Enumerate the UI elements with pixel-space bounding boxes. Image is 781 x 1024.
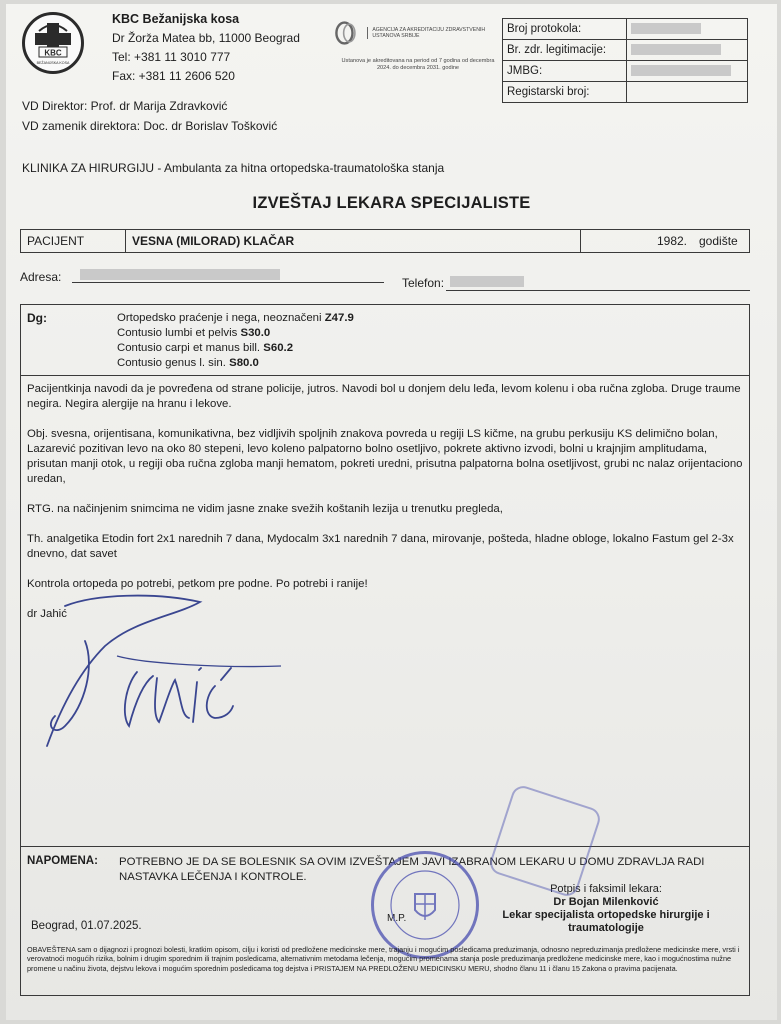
report-box [20,375,750,847]
round-stamp [371,851,479,959]
accreditation-logo-icon [334,18,361,48]
doctor-name: dr Jahić [27,608,67,620]
therapy-paragraph: Th. analgetika Etodin fort 2x1 narednih 7 dana, Mydocalm 3x1 narednih 7 dana, mirovanje, pošteda, hladne obloge, lokalno Fastum gel 2-3x dnevno, dat savet [27,533,734,560]
patient-year: 1982. [581,230,694,253]
phone-label: Telefon: [402,276,445,290]
diagnosis-box [20,304,750,376]
patient-table [20,229,750,253]
consent-disclaimer: OBAVEŠTENA sam o dijagnozi i prognozi bolesti, kratkim opisom, cilju i koristi od predložene medicinske mere, trajanju i mogućim posledicama preduzimanja, odnosno nepreduzimanja predložene medicinske mere, vrsti i verovatnoći mogućih rizika, bolnim i drugim sporednim ili trajnim posledicama, alternativnim metodama lečenja, mogućim promenama stanja posle preduzimanja predložene medicinske mere, kao i mogućnostima nužne promene u načinu života, dejstvu lekova i mogućim sporednim posledicama tog dejstva i PRISTAJEM NA PREDLOŽENU MEDICINSKU MERU, shodno članu 11 i članu 15 Zakona o pravima pacijenata. [27,945,740,973]
hospital-name: KBC Bežanijska kosa [112,12,240,26]
logo-caption: BEŽANIJSKA KOSA [36,61,70,65]
directors [22,96,277,136]
patient-year-suffix: godište [693,230,750,253]
phone-line [446,290,750,291]
patient-name: VESNA (MILORAD) KLAČAR [126,230,581,253]
findings-paragraph: Obj. svesna, orijentisana, komunikativna, bez vidljivih spoljnih znakova povreda u regiji LS kičme, na grubu perkusiju KS delimično bolan, Lazarević pozitivan levo na oko 80 stepeni, levo koleno palpatorno bolno osetljivo, pokrete aktivno izvodi, bolni u krajnjim amplitudama, prisutan manji otok, u regiji oba ručna zgloba manji hematom, pokreti uredni, prisutna palpatorna bolna osetljivost, grubi nc nalaz orijentaciono uredan, [27,428,743,485]
hospital-info [112,10,300,86]
hospital-fax: Fax: +381 11 2606 520 [112,69,235,83]
protocol-label: Br. zdr. legitimacije: [503,40,627,61]
diagnosis-item: Contusio carpi et manus bill. S60.2 [117,342,294,354]
patient-label: PACIJENT [21,230,126,253]
document-page [6,4,777,1020]
xray-paragraph: RTG. na načinjenim snimcima ne vidim jasne znake svežih koštanih lezija u trenutku pregleda, [27,503,503,515]
deputy-line: VD zamenik direktora: Doc. dr Borislav Tošković [22,119,278,133]
redacted-value [631,23,701,34]
note-box [20,846,750,996]
diagnosis-item: Contusio genus l. sin. S80.0 [117,357,259,369]
report-title: IZVEŠTAJ LEKARA SPECIJALISTE [252,194,531,212]
clinic-line: KLINIKA ZA HIRURGIJU - Ambulanta za hitna ortopedska-traumatološka stanja [22,161,445,175]
sign-name: Dr Bojan Milenković [553,896,659,908]
handwritten-signature [25,586,285,766]
protocol-label: Registarski broj: [503,82,627,103]
director-line: VD Direktor: Prof. dr Marija Zdravković [22,99,228,113]
hospital-logo [22,12,84,74]
mp-label: M.P. [387,913,407,924]
protocol-label: JMBG: [503,61,627,82]
address-line [72,282,384,283]
protocol-table [502,18,748,103]
diagnosis-item: Contusio lumbi et pelvis S30.0 [117,327,271,339]
accreditation-block [334,18,502,72]
accreditation-note: Ustanova je akreditovana na period od 7 godina od decembra 2024. do decembra 2031. godine [341,58,495,71]
hospital-tel: Tel: +381 11 3010 777 [112,50,231,64]
diagnosis-label: Dg: [27,311,47,325]
anamnesis-paragraph: Pacijentkinja navodi da je povređena od strane policije, jutros. Navodi bol u donjem delu leđa, levom kolenu i oba ručna zgloba. Druge traume negira. Negira alergije na hranu i lekove. [27,383,741,410]
logo-letters: KBC [44,48,62,58]
logo-cross-icon [25,15,81,71]
place-date: Beograd, 01.07.2025. [31,920,142,932]
signature-block [481,883,731,935]
accreditation-agency: AGENCIJA ZA AKREDITACIJU ZDRAVSTVENIH USTANOVA SRBIJE [367,27,502,40]
redacted-value [631,44,721,55]
redacted-address [80,269,280,280]
sign-label: Potpis i faksimil lekara: [550,883,662,895]
diagnosis-list [117,311,354,371]
hospital-address: Dr Žorža Matea bb, 11000 Beograd [112,31,300,45]
redacted-phone [450,276,524,287]
address-label: Adresa: [20,270,62,284]
coat-of-arms-icon [374,854,476,956]
protocol-label: Broj protokola: [503,19,627,40]
diagnosis-item: Ortopedsko praćenje i nega, neoznačeni Z47.9 [117,312,354,324]
control-paragraph: Kontrola ortopeda po potrebi, petkom pre podne. Po potrebi i ranije! [27,578,368,590]
note-label: NAPOMENA: [27,855,98,867]
note-text: POTREBNO JE DA SE BOLESNIK SA OVIM IZVEŠTAJEM JAVI IZABRANOM LEKARU U DOMU ZDRAVLJA RADI NASTAVKA LEČENJA I KONTROLE. [119,856,705,883]
redacted-value [631,65,731,76]
sign-title: Lekar specijalista ortopedske hirurgije i traumatologije [502,909,710,934]
